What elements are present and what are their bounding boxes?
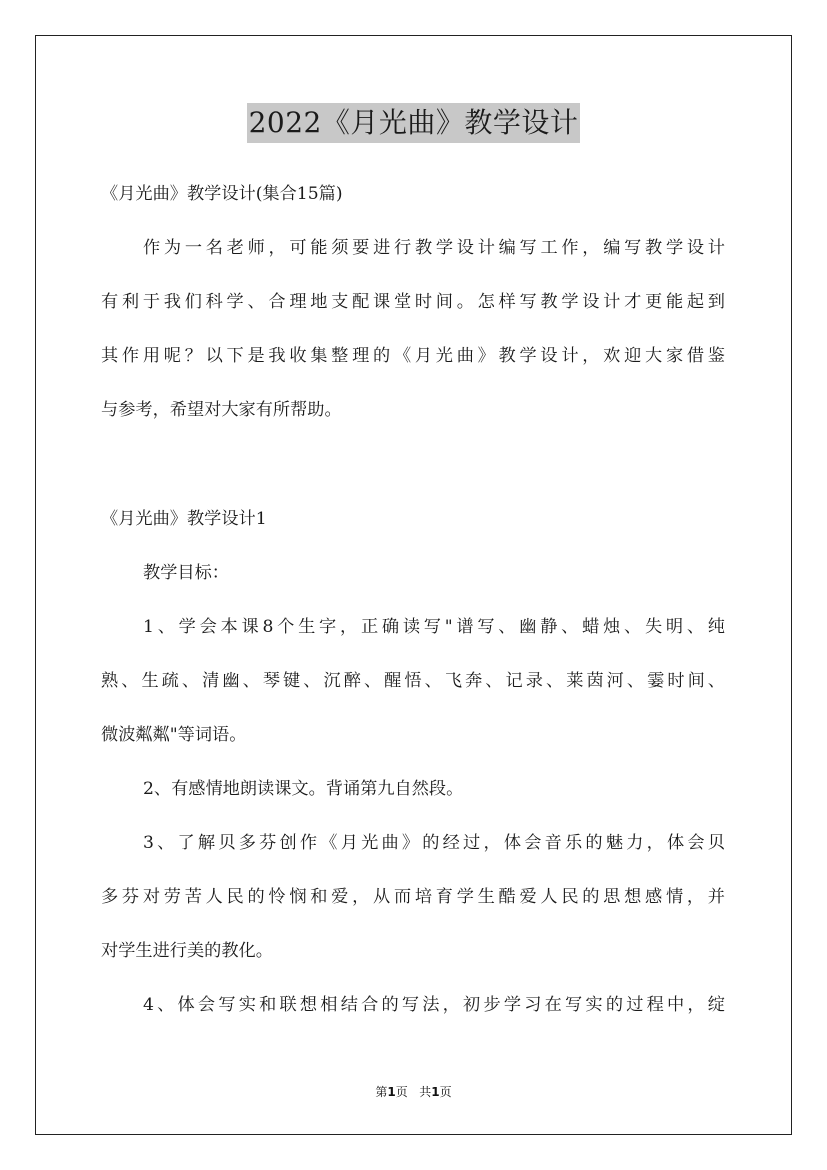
page-footer [0, 1083, 827, 1101]
goal-3-line-1: 3、了解贝多芬创作《月光曲》的经过，体会音乐的魅力，体会贝 [143, 833, 725, 853]
goal-3-line-2: 多芬对劳苦人民的怜悯和爱，从而培育学生酷爱人民的思想感情，并 [101, 887, 725, 907]
goal-4-line-1: 4、体会写实和联想相结合的写法，初步学习在写实的过程中，绽 [143, 995, 725, 1015]
goals-label: 教学目标： [143, 563, 229, 583]
section-heading: 《月光曲》教学设计1 [101, 509, 267, 529]
goal-1-line-2: 熟、生疏、清幽、琴键、沉醉、醒悟、飞奔、记录、莱茵河、霎时间、 [101, 671, 725, 691]
footer-total-number: 1 [431, 1085, 440, 1099]
document-subtitle: 《月光曲》教学设计(集合15篇) [101, 184, 343, 204]
intro-line-1: 作为一名老师，可能须要进行教学设计编写工作，编写教学设计 [143, 238, 725, 258]
footer-total-prefix: 共 [419, 1085, 432, 1099]
goal-3-line-3: 对学生进行美的教化。 [101, 941, 273, 961]
intro-line-3: 其作用呢？以下是我收集整理的《月光曲》教学设计，欢迎大家借鉴 [101, 346, 725, 366]
footer-page-number: 1 [387, 1085, 396, 1099]
document-title-row [0, 103, 827, 143]
goal-2: 2、有感情地朗读课文。背诵第九自然段。 [143, 779, 464, 799]
goal-1-line-1: 1、学会本课8个生字，正确读写"谱写、幽静、蜡烛、失明、纯 [143, 617, 725, 637]
intro-line-2: 有利于我们科学、合理地支配课堂时间。怎样写教学设计才更能起到 [101, 292, 725, 312]
footer-page-suffix: 页 [395, 1085, 408, 1099]
footer-total-suffix: 页 [439, 1085, 452, 1099]
footer-page-prefix: 第 [375, 1085, 388, 1099]
goal-1-line-3: 微波粼粼"等词语。 [101, 725, 247, 745]
document-title: 2022《月光曲》教学设计 [247, 103, 581, 143]
intro-line-4: 与参考，希望对大家有所帮助。 [101, 400, 342, 420]
